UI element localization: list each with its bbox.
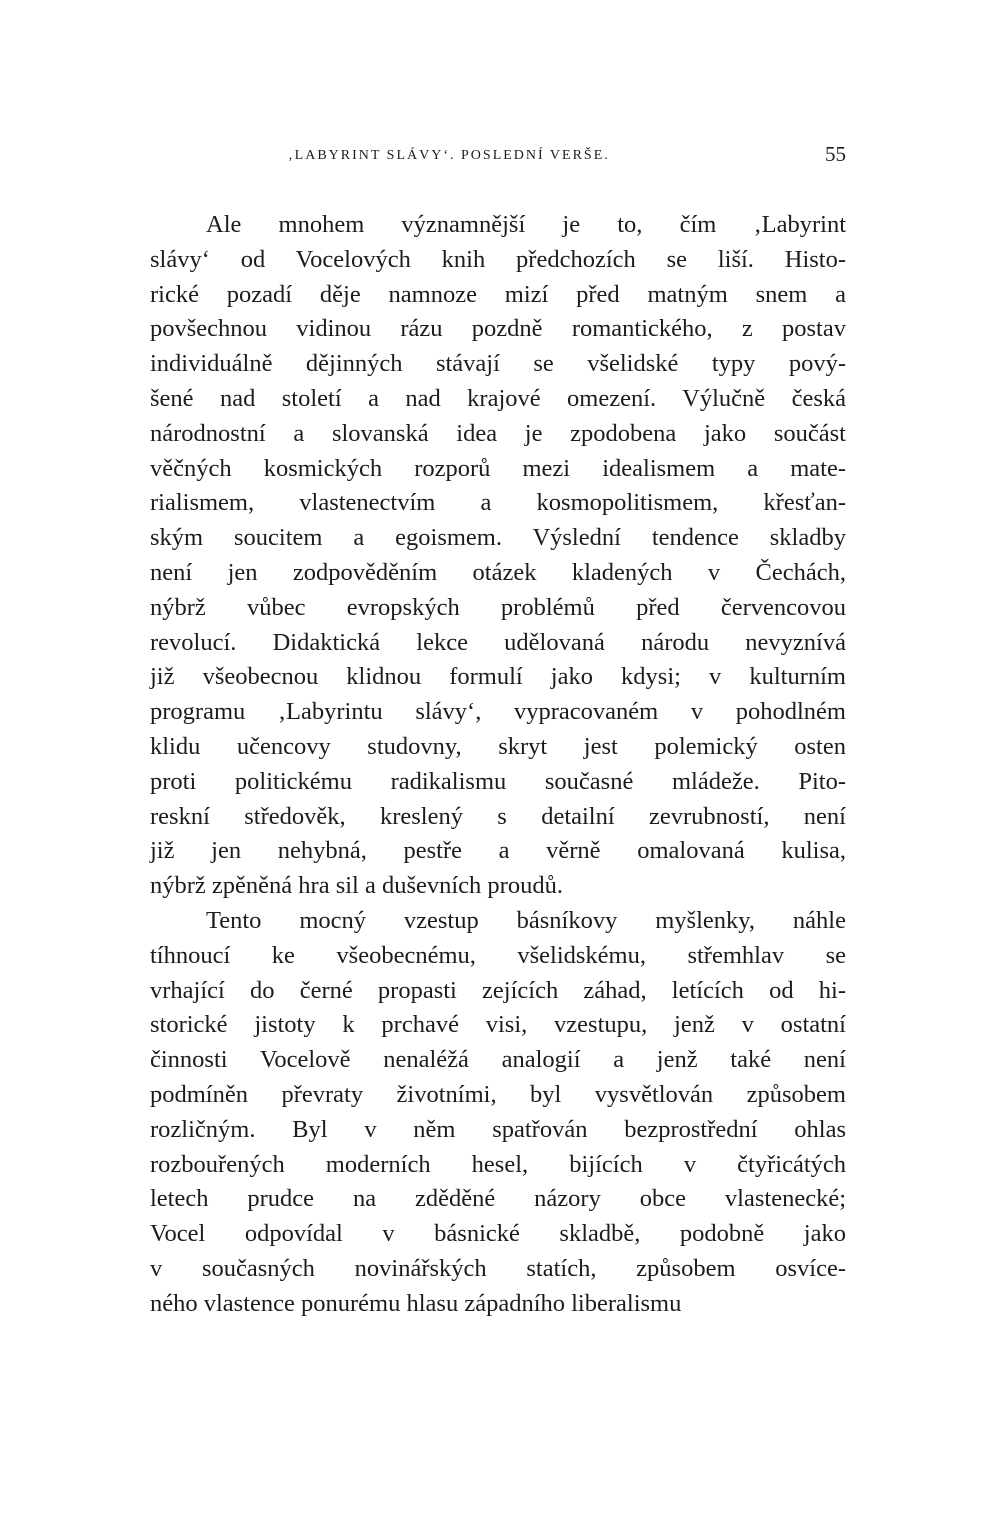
running-title: ‚LABYRINT SLÁVY‘. POSLEDNÍ VERŠE. (288, 148, 610, 163)
text-line: revolucí. Didaktická lekce udělovaná národu nevyznívá (150, 628, 846, 656)
text-line: letech prudce na zděděné názory obce vlastenecké; (150, 1185, 846, 1213)
body-text (150, 208, 846, 1322)
text-line: rické pozadí děje namnoze mizí před matným snem a (150, 280, 846, 308)
text-line: rialismem, vlastenectvím a kosmopolitismem, křesťan- (150, 489, 846, 517)
text-line: Tento mocný vzestup básníkovy myšlenky, náhle (206, 906, 846, 934)
text-line: nýbrž vůbec evropských problémů před červencovou (150, 593, 846, 621)
running-head (150, 142, 846, 172)
text-line: programu ‚Labyrintu slávy‘, vypracovaném v pohodlném (150, 698, 846, 726)
text-line: podmíněn převraty životními, byl vysvětlován způsobem (150, 1080, 846, 1108)
text-line: již všeobecnou klidnou formulí jako kdysi; v kulturním (150, 663, 846, 691)
text-line: storické jistoty k prchavé visi, vzestupu, jenž v ostatní (150, 1011, 846, 1039)
text-line: individuálně dějinných stávají se všelidské typy pový- (150, 350, 846, 378)
text-line: již jen nehybná, pestře a věrně omalovaná kulisa, (150, 837, 846, 865)
paragraph-2 (150, 904, 846, 1322)
text-line: národnostní a slovanská idea je zpodobena jako součást (150, 419, 846, 447)
text-line: věčných kosmických rozporů mezi idealismem a mate- (150, 454, 846, 482)
text-line: ským soucitem a egoismem. Výslední tendence skladby (150, 524, 846, 552)
text-line: vrhající do černé propasti zejících záhad, letících od hi- (150, 976, 846, 1004)
text-line: reskní středověk, kreslený s detailní zevrubností, není (150, 802, 846, 830)
text-line: Vocel odpovídal v básnické skladbě, podobně jako (150, 1220, 846, 1248)
text-line: slávy‘ od Vocelových knih předchozích se liší. Histo- (150, 245, 846, 273)
text-line: rozbouřených moderních hesel, bijících v čtyřicátých (150, 1150, 846, 1178)
text-line: Ale mnohem významnější je to, čím ‚Labyrint (206, 211, 846, 238)
text-line: rozličným. Byl v něm spatřován bezprostřední ohlas (150, 1115, 846, 1143)
text-line: šené nad století a nad krajové omezení. Výlučně česká (150, 384, 846, 412)
text-line: není jen zodpověděním otázek kladených v Čechách, (150, 558, 846, 586)
text-line: tíhnoucí ke všeobecnému, všelidskému, střemhlav se (150, 941, 846, 969)
text-line: klidu učencovy studovny, skryt jest polemický osten (150, 732, 846, 760)
text-line: proti politickému radikalismu současné mládeže. Pito- (150, 767, 846, 795)
text-line: činnosti Vocelově nenaléžá analogií a jenž také není (150, 1046, 846, 1074)
text-line: nýbrž zpěněná hra sil a duševních proudů. (150, 872, 563, 900)
text-line: povšechnou vidinou rázu pozdně romantického, z postav (150, 315, 846, 343)
text-line: v současných novinářských statích, způsobem osvíce- (150, 1254, 846, 1282)
paragraph-1 (150, 208, 846, 904)
text-line: ného vlastence ponurému hlasu západního liberalismu (150, 1289, 682, 1317)
page-number: 55 (825, 142, 846, 166)
